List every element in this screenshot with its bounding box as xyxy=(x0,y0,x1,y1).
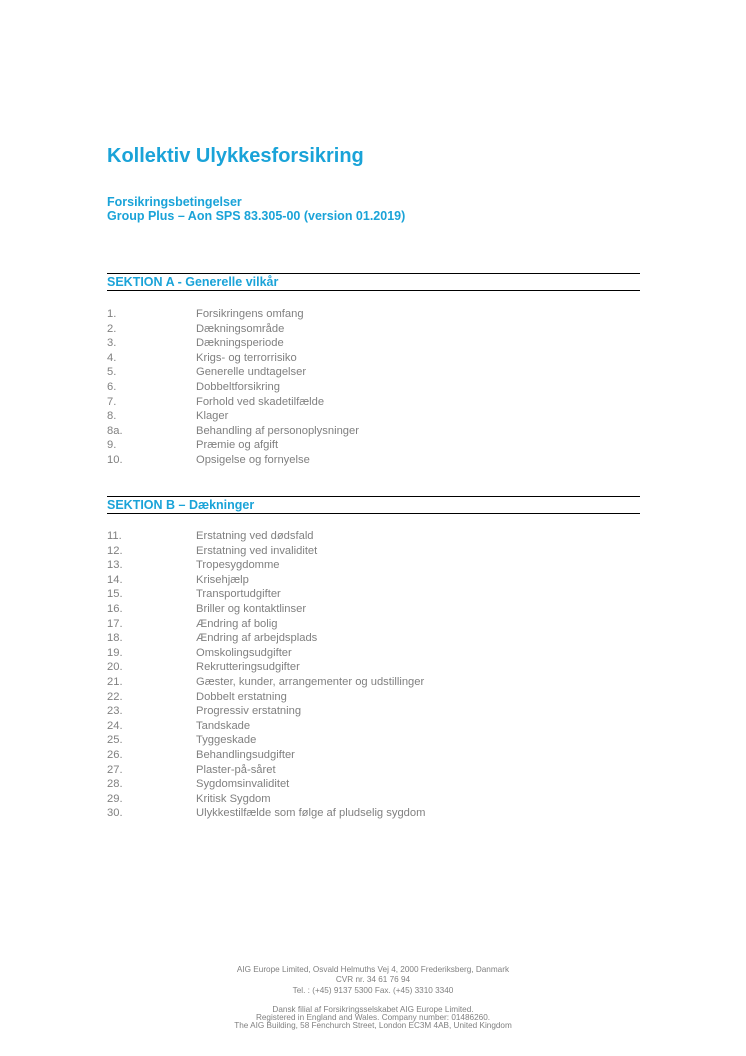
toc-item-title: Briller og kontaktlinser xyxy=(196,602,307,615)
document-subtitle xyxy=(107,195,405,223)
toc-item-title: Klager xyxy=(196,410,229,423)
toc-item-number: 10. xyxy=(107,453,123,466)
toc-item-number: 14. xyxy=(107,573,123,586)
toc-item-title: Forsikringens omfang xyxy=(196,308,304,320)
toc-item-number: 15. xyxy=(107,588,123,601)
toc-item-number: 26. xyxy=(107,748,123,761)
toc-item-title: Dobbelt erstatning xyxy=(196,690,287,703)
toc-item-title: Præmie og afgift xyxy=(196,439,279,452)
toc-item-number: 3. xyxy=(107,337,117,350)
toc-item-number: 27. xyxy=(107,763,123,776)
toc-item-title: Erstatning ved dødsfald xyxy=(196,530,314,542)
toc-item-title: Tropesygdomme xyxy=(196,559,280,572)
toc-item-title: Dækningsperiode xyxy=(196,337,284,350)
toc-item-number: 17. xyxy=(107,617,123,630)
toc-item-title: Transportudgifter xyxy=(196,588,281,601)
toc-item-number: 24. xyxy=(107,719,123,732)
toc-item-number: 28. xyxy=(107,778,123,791)
toc-item-title: Dobbeltforsikring xyxy=(196,380,280,393)
toc-item-title: Tandskade xyxy=(196,719,251,732)
toc-item-number: 21. xyxy=(107,675,123,688)
section-b-heading: SEKTION B – Dækninger xyxy=(107,496,640,514)
subtitle-line-2: Group Plus – Aon SPS 83.305-00 (version 01.2019) xyxy=(107,209,406,223)
toc-item-number: 25. xyxy=(107,734,123,747)
subtitle-line-1: Forsikringsbetingelser xyxy=(107,195,242,209)
toc-item-title: Dækningsområde xyxy=(196,322,285,335)
footer-registration xyxy=(0,1006,746,1031)
toc-item-number: 9. xyxy=(107,439,117,452)
toc-item-number: 8a. xyxy=(107,424,123,437)
toc-item-title: Opsigelse og fornyelse xyxy=(196,453,310,466)
footer-line: CVR nr. 34 61 76 94 xyxy=(335,975,411,985)
toc-item-number: 7. xyxy=(107,395,117,408)
toc-item-title: Ændring af bolig xyxy=(196,617,278,630)
toc-item-number: 30. xyxy=(107,807,123,820)
section-a-heading: SEKTION A - Generelle vilkår xyxy=(107,273,640,291)
toc-item-title: Ændring af arbejdsplads xyxy=(196,632,318,645)
footer-line: Registered in England and Wales. Company number: 01486260. xyxy=(255,1013,491,1023)
footer-line: AIG Europe Limited, Osvald Helmuths Vej 4, 2000 Frederiksberg, Danmark xyxy=(236,965,510,974)
toc-item-title: Erstatning ved invaliditet xyxy=(196,544,318,557)
toc-item-title: Plaster-på-såret xyxy=(196,763,276,776)
document-title: Kollektiv Ulykkesforsikring xyxy=(107,145,364,167)
footer-address xyxy=(0,965,746,996)
toc-item-title: Gæster, kunder, arrangementer og udstillinger xyxy=(196,675,425,688)
toc-item-number: 8. xyxy=(107,410,117,423)
toc-item-number: 1. xyxy=(107,308,117,320)
toc-item-number: 13. xyxy=(107,559,123,572)
toc-item-number: 19. xyxy=(107,646,123,659)
toc-item-number: 11. xyxy=(107,530,122,542)
toc-item-number: 22. xyxy=(107,690,123,703)
toc-item-title: Krigs- og terrorrisiko xyxy=(196,351,297,364)
toc-item-number: 4. xyxy=(107,351,117,364)
toc-item-title: Tyggeskade xyxy=(196,734,257,747)
toc-item-title: Rekrutteringsudgifter xyxy=(196,661,300,674)
toc-item-title: Sygdomsinvaliditet xyxy=(196,778,290,791)
toc-item-title: Behandling af personoplysninger xyxy=(196,424,359,437)
toc-item-title: Kritisk Sygdom xyxy=(196,792,271,805)
toc-item-number: 18. xyxy=(107,632,123,645)
toc-item-title: Omskolingsudgifter xyxy=(196,646,292,659)
footer-line: Tel. : (+45) 9137 5300 Fax. (+45) 3310 3340 xyxy=(292,985,454,995)
toc-item-title: Forhold ved skadetilfælde xyxy=(196,395,325,408)
toc-item-title: Progressiv erstatning xyxy=(196,705,302,718)
toc-item-number: 2. xyxy=(107,322,117,335)
toc-item-number: 29. xyxy=(107,792,123,805)
toc-item-number: 20. xyxy=(107,661,123,674)
toc-item-title: Behandlingsudgifter xyxy=(196,748,295,761)
footer-line: Dansk filial af Forsikringsselskabet AIG Europe Limited. xyxy=(272,1005,474,1014)
toc-item-title: Generelle undtagelser xyxy=(196,366,307,379)
toc-item-number: 6. xyxy=(107,380,117,393)
toc-item-number: 5. xyxy=(107,366,117,379)
footer-line: The AIG Building, 58 Fenchurch Street, London EC3M 4AB, United Kingdom xyxy=(234,1021,512,1031)
toc-item-number: 23. xyxy=(107,705,123,718)
toc-item-title: Krisehjælp xyxy=(196,573,249,586)
toc-item-number: 12. xyxy=(107,544,123,557)
toc-item-number: 16. xyxy=(107,602,123,615)
toc-item-title: Ulykkestilfælde som følge af pludselig sygdom xyxy=(196,807,426,820)
